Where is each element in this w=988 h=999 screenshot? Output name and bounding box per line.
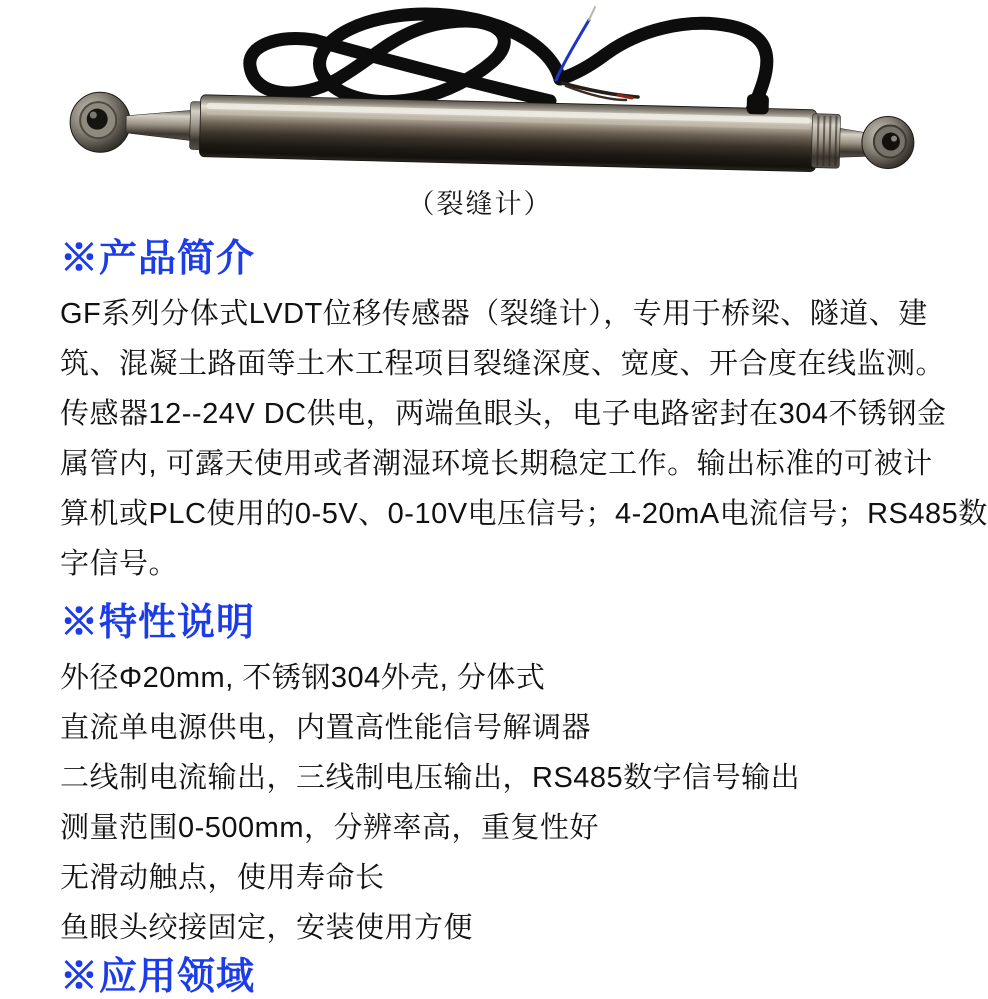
content-area [0, 237, 988, 999]
feature-item-2: 直流单电源供电，内置高性能信号解调器 [60, 712, 592, 744]
left-rod-eye-icon [69, 92, 130, 153]
left-shaft [126, 109, 191, 141]
intro-paragraph [60, 289, 988, 589]
feature-item-6: 鱼眼头绞接固定，安装使用方便 [60, 912, 474, 944]
bare-wire-tip [589, 7, 595, 20]
features-heading: ※特性说明 [60, 602, 256, 644]
lvdt-sensor-photo-illustration [0, 0, 960, 176]
sensor-tube [199, 95, 816, 172]
intro-line-4: 属管内, 可露天使用或者潮湿环境长期稳定工作。输出标准的可被计 [60, 448, 933, 480]
applications-heading: ※应用领域 [60, 956, 256, 998]
intro-section [60, 237, 988, 589]
sensor-cable [250, 14, 767, 110]
product-photo [0, 0, 960, 221]
photo-caption: （裂缝计） [407, 189, 553, 219]
features-section [60, 601, 926, 953]
right-collar [811, 114, 840, 169]
feature-item-3: 二线制电流输出，三线制电压输出，RS485数字信号输出 [60, 762, 801, 794]
intro-line-6: 字信号。 [60, 548, 179, 580]
cable-gland [747, 94, 769, 115]
feature-item-1: 外径Φ20mm, 不锈钢304外壳, 分体式 [60, 662, 546, 694]
feature-item-5: 无滑动触点，使用寿命长 [60, 862, 385, 894]
intro-line-5: 算机或PLC使用的0-5V、0-10V电压信号；4-20mA电流信号；RS485数 [60, 498, 988, 530]
intro-heading: ※产品简介 [60, 238, 256, 280]
feature-item-4: 测量范围0-500mm，分辨率高，重复性好 [60, 812, 599, 844]
intro-line-3: 传感器12--24V DC供电，两端鱼眼头，电子电路密封在304不锈钢金 [60, 398, 947, 430]
intro-line-1: GF系列分体式LVDT位移传感器（裂缝计），专用于桥梁、隧道、建 [60, 298, 928, 330]
features-list [60, 653, 926, 953]
right-rod-eye-icon [861, 116, 914, 169]
intro-line-2: 筑、混凝土路面等土木工程项目裂缝深度、宽度、开合度在线监测。 [60, 348, 946, 380]
